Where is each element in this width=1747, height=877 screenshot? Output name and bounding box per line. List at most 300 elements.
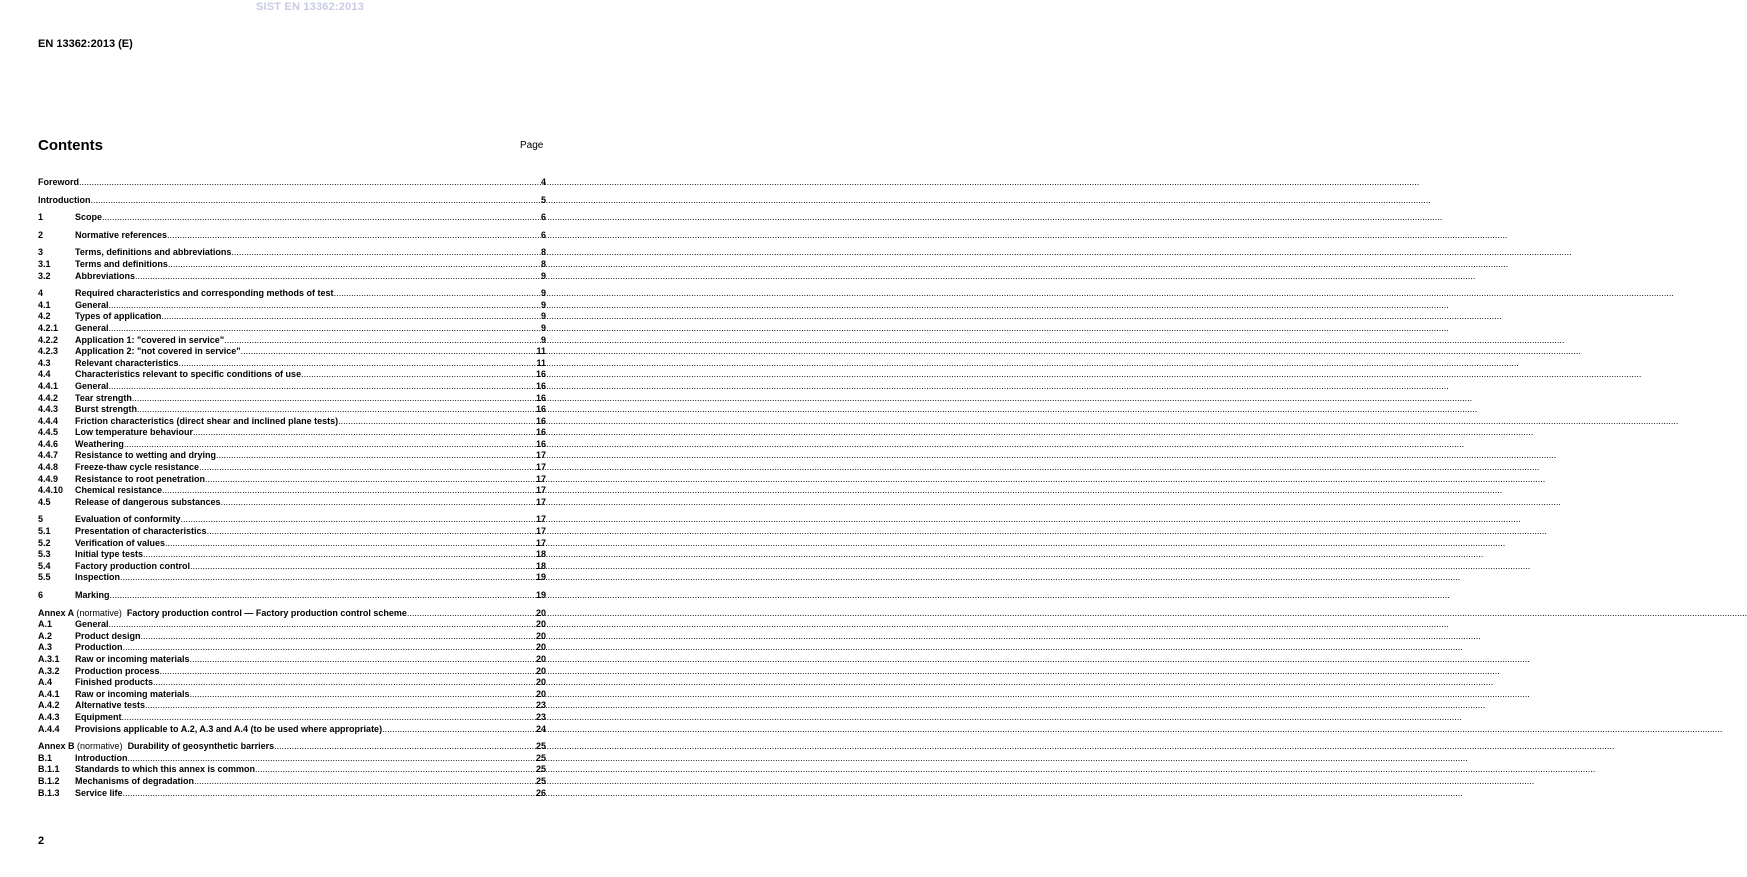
toc-entry[interactable] [38,427,546,439]
toc-entry-title-text: Raw or incoming materials [75,653,190,664]
toc-entry-page: 20 [535,642,546,653]
toc-entry-page: 20 [535,619,546,630]
toc-entry-title-text: Friction characteristics (direct shear and inclined plane tests) [75,415,339,426]
toc-entry-title-text: Low temperature behaviour [75,427,194,438]
toc-entry[interactable] [38,689,546,701]
toc-dot-leader [135,271,539,283]
toc-entry-page: 24 [535,723,546,734]
toc-entry-number: 4.4.10 [38,485,64,496]
toc-entry-title-text: Alternative tests [75,700,146,711]
toc-entry[interactable] [38,212,546,224]
toc-entry-number: 3.2 [38,270,51,281]
toc-entry-number: 5.5 [38,572,51,583]
toc-entry-page: 6 [540,229,546,240]
toc-entry-page: 16 [535,438,546,449]
toc-entry-number: 6 [38,590,44,600]
toc-entry-page: 23 [535,700,546,711]
toc-entry[interactable] [38,712,546,724]
toc-entry-number: 4.2.2 [38,334,59,345]
toc-entry-title-text: Release of dangerous substances [75,496,221,507]
toc-entry-page: 19 [535,590,546,600]
toc-entry-page: 16 [535,380,546,391]
toc-entry-title [75,753,128,765]
toc-entry-page: 9 [540,322,546,333]
toc-dot-leader [102,212,539,224]
toc-entry[interactable] [38,195,546,207]
table-of-contents [38,177,546,799]
toc-entry-page: 17 [535,514,546,525]
page-title: Contents [38,137,103,154]
toc-entry-title [75,288,334,300]
toc-entry-page: 9 [540,288,546,299]
toc-entry[interactable] [38,497,546,509]
toc-dot-leader [141,631,536,643]
toc-entry[interactable] [38,323,546,335]
toc-entry[interactable] [38,346,546,358]
toc-entry-page: 4 [540,177,546,187]
toc-entry-title-text: Equipment [75,711,122,722]
toc-entry-title-text: Chemical resistance [75,485,163,496]
toc-entry-number: 3.1 [38,258,51,269]
toc-entry[interactable] [38,764,546,776]
toc-entry-title-text: Evaluation of conformity [75,514,181,525]
toc-dot-leader [382,724,536,736]
toc-entry[interactable] [38,608,546,620]
toc-entry-title [38,177,79,189]
toc-entry-page: 23 [535,711,546,722]
toc-entry-title-text: Application 2: "not covered in service" [75,346,241,357]
toc-dot-leader [205,474,536,486]
toc-entry-number: 2 [38,229,44,240]
toc-entry[interactable] [38,381,546,393]
toc-entry-title [75,271,135,283]
toc-dot-leader [120,572,536,584]
toc-entry-page: 20 [535,665,546,676]
toc-dot-leader [110,590,536,602]
toc-entry-number: 4.1 [38,299,51,310]
toc-dot-leader [168,259,539,271]
toc-entry-number: 4.2.1 [38,322,59,333]
toc-dot-leader [194,776,536,788]
toc-entry-title-text: General [75,380,109,391]
toc-entry-title [75,416,338,428]
toc-entry-title [38,741,274,753]
toc-entry-number: 4.4.8 [38,462,59,473]
toc-dot-leader [162,485,536,497]
toc-entry-page: 9 [540,334,546,345]
toc-entry-title [75,619,109,631]
toc-dot-leader [165,538,536,550]
toc-dot-leader [109,381,536,393]
toc-entry-title [75,561,190,573]
toc-entry-page: 25 [535,775,546,786]
toc-entry-page: 20 [535,630,546,641]
toc-entry-title-text: Service life [75,787,123,798]
toc-entry-number: 5.2 [38,537,51,548]
toc-entry-number: 4 [38,288,44,299]
toc-dot-leader [143,549,536,561]
toc-entry-title [75,439,124,451]
toc-entry-number: 4.4.3 [38,404,59,415]
toc-dot-leader [153,677,536,689]
toc-entry-title [75,230,167,242]
toc-dot-leader [407,608,536,620]
toc-entry-title [75,427,193,439]
toc-dot-leader [167,230,539,242]
toc-entry-page: 11 [536,357,546,368]
toc-entry-number: A.2 [38,630,53,641]
toc-entry-number: A.3 [38,642,53,653]
toc-dot-leader [338,416,536,428]
toc-entry-title [75,358,179,370]
toc-entry-title [75,590,110,602]
toc-dot-leader [179,358,537,370]
toc-entry-title [75,724,382,736]
toc-dot-leader [91,195,540,207]
toc-entry-page: 8 [540,247,546,258]
toc-entry-title [75,572,120,584]
toc-entry[interactable] [38,288,546,300]
toc-entry[interactable] [38,741,546,753]
toc-entry-number: 4.4 [38,369,51,380]
toc-entry[interactable] [38,247,546,259]
toc-entry-page: 20 [535,688,546,699]
toc-entry[interactable] [38,538,546,550]
toc-entry-title [75,485,162,497]
toc-entry[interactable] [38,439,546,451]
toc-dot-leader [231,247,539,259]
toc-dot-leader [181,514,536,526]
toc-entry[interactable] [38,642,546,654]
toc-entry[interactable] [38,526,546,538]
toc-entry-title [75,526,207,538]
toc-entry-title [75,212,102,224]
document-id: EN 13362:2013 (E) [38,38,133,50]
toc-dot-leader [124,439,536,451]
toc-entry-number: 4.2.3 [38,346,59,357]
toc-entry[interactable] [38,462,546,474]
toc-entry-page: 25 [535,752,546,763]
toc-entry-title [75,346,241,358]
toc-dot-leader [207,526,536,538]
toc-entry-number: B.1.2 [38,775,60,786]
toc-entry-number: 4.4.6 [38,438,59,449]
toc-entry-title [75,514,181,526]
toc-entry-number: 4.4.9 [38,473,59,484]
toc-dot-leader [301,369,536,381]
toc-entry-page: 6 [540,212,546,223]
toc-entry-number: 4.5 [38,496,51,507]
toc-entry-number: 5.4 [38,560,51,571]
toc-entry[interactable] [38,788,546,800]
toc-entry-number: 4.4.1 [38,380,59,391]
toc-dot-leader [109,619,536,631]
toc-entry-title [75,335,224,347]
page-number: 2 [38,835,45,847]
toc-entry-title [75,666,160,678]
toc-dot-leader [109,300,539,312]
toc-entry-number: B.1 [38,752,53,763]
toc-entry-page: 18 [535,549,546,560]
toc-entry[interactable] [38,369,546,381]
toc-entry-page: 18 [535,560,546,571]
toc-entry[interactable] [38,677,546,689]
toc-entry-page: 16 [535,392,546,403]
toc-dot-leader [221,497,536,509]
toc-entry-title [75,642,123,654]
toc-dot-leader [190,561,536,573]
toc-dot-leader [137,404,536,416]
toc-entry[interactable] [38,619,546,631]
toc-entry-page: 17 [535,485,546,496]
toc-entry-annex-qualifier: (normative) [77,741,123,752]
toc-entry-title [75,369,301,381]
toc-entry-page: 17 [535,462,546,473]
toc-entry-title-text: General [75,299,109,310]
toc-dot-leader [132,393,536,405]
toc-entry-page: 9 [540,299,546,310]
toc-entry-title [75,677,153,689]
toc-entry[interactable] [38,177,546,189]
watermark: SIST EN 13362:2013 [255,1,365,13]
toc-entry[interactable] [38,485,546,497]
toc-entry-annex-title: Factory production control — Factory production control scheme [126,607,407,618]
toc-entry-title-text: Verification of values [75,537,166,548]
toc-entry-title [75,700,145,712]
toc-entry-number: 4.4.2 [38,392,59,403]
toc-entry-title [75,450,216,462]
toc-dot-leader [274,741,536,753]
toc-entry-title [75,259,168,271]
toc-entry-page: 25 [535,741,546,752]
toc-entry-title-text: Tear strength [75,392,132,403]
toc-dot-leader [224,335,539,347]
toc-entry[interactable] [38,776,546,788]
toc-entry[interactable] [38,393,546,405]
toc-entry-title-text: Factory production control [75,560,191,571]
toc-entry-title-text: Required characteristics and corresponding methods of test [75,288,334,299]
toc-entry-title-text: Production process [75,665,160,676]
toc-entry-title-text: Abbreviations [75,270,136,281]
toc-dot-leader [190,689,536,701]
toc-entry-title-text: Inspection [75,572,121,583]
toc-dot-leader [122,712,536,724]
toc-entry-title-text: Annex A [38,607,74,618]
toc-entry-title-text: Raw or incoming materials [75,688,190,699]
toc-entry-page: 20 [535,607,546,618]
toc-entry-page: 16 [535,427,546,438]
toc-entry-title-text: Introduction [38,194,91,205]
toc-entry[interactable] [38,631,546,643]
toc-dot-leader [190,654,536,666]
toc-entry[interactable] [38,300,546,312]
toc-dot-leader [334,288,539,300]
toc-entry[interactable] [38,514,546,526]
toc-dot-leader [216,450,536,462]
toc-entry-title-text: Characteristics relevant to specific conditions of use [75,369,302,380]
toc-dot-leader [79,177,539,189]
toc-dot-leader [123,642,536,654]
toc-entry-title-text: Annex B [38,741,75,752]
toc-entry-page: 5 [540,194,546,205]
toc-entry-number: A.4.4 [38,723,60,734]
toc-entry-page: 20 [535,677,546,688]
toc-entry-number: 4.3 [38,357,51,368]
toc-entry-title-text: Application 1: "covered in service" [75,334,225,345]
toc-entry-title-text: Scope [75,212,103,223]
toc-entry-page: 16 [535,369,546,380]
toc-dot-leader [241,346,537,358]
toc-entry-title-text: Resistance to wetting and drying [75,450,217,461]
toc-dot-leader [255,764,536,776]
toc-entry[interactable] [38,572,546,584]
toc-entry-page: 17 [535,473,546,484]
toc-entry-annex-title: Durability of geosynthetic barriers [127,741,275,752]
toc-entry[interactable] [38,474,546,486]
toc-dot-leader [128,753,536,765]
toc-entry-page: 25 [535,764,546,775]
toc-entry-number: A.4.1 [38,688,60,699]
toc-entry[interactable] [38,311,546,323]
toc-entry-page: 9 [540,311,546,322]
toc-entry-number: 5 [38,514,44,525]
toc-entry-title [75,497,221,509]
toc-entry-title [75,462,199,474]
toc-entry-page: 19 [535,572,546,583]
toc-entry-page: 20 [535,653,546,664]
toc-entry-number: A.4.3 [38,711,60,722]
toc-entry-title-text: Introduction [75,752,128,763]
toc-entry-title [38,608,407,620]
toc-entry-title [75,474,205,486]
toc-entry-number: 4.4.5 [38,427,59,438]
toc-entry-title-text: Weathering [75,438,124,449]
toc-entry-number: 4.2 [38,311,51,322]
toc-dot-leader [199,462,536,474]
toc-dot-leader [161,311,539,323]
toc-entry-page: 9 [540,270,546,281]
toc-entry[interactable] [38,335,546,347]
toc-entry-title [75,654,190,666]
toc-entry-title-text: Mechanisms of degradation [75,775,195,786]
toc-dot-leader [160,666,536,678]
toc-entry-number: 5.1 [38,526,51,537]
toc-entry-page: 26 [535,787,546,798]
toc-entry-page: 16 [535,415,546,426]
toc-entry-title-text: Foreword [38,177,80,187]
toc-entry[interactable] [38,230,546,242]
toc-dot-leader [145,700,536,712]
toc-entry-title-text: Freeze-thaw cycle resistance [75,462,200,473]
toc-entry[interactable] [38,753,546,765]
toc-entry-page: 17 [535,537,546,548]
toc-entry[interactable] [38,654,546,666]
toc-entry-title [75,300,109,312]
toc-entry-title-text: Relevant characteristics [75,357,179,368]
toc-entry[interactable] [38,271,546,283]
toc-dot-leader [123,788,536,800]
toc-entry-page: 17 [535,496,546,507]
toc-entry-annex-qualifier: (normative) [76,607,122,618]
toc-entry-title [75,247,231,259]
toc-entry[interactable] [38,666,546,678]
toc-entry-number: A.4.2 [38,700,60,711]
toc-entry-title [75,764,255,776]
toc-entry-title-text: Standards to which this annex is common [75,764,256,775]
toc-entry-title [75,381,109,393]
toc-entry[interactable] [38,404,546,416]
toc-entry[interactable] [38,416,546,428]
toc-entry-title-text: Terms, definitions and abbreviations [75,247,232,258]
toc-entry[interactable] [38,700,546,712]
toc-entry-title-text: Normative references [75,229,168,240]
toc-entry-page: 16 [535,404,546,415]
toc-entry-page: 17 [535,526,546,537]
toc-entry-page: 8 [540,258,546,269]
toc-entry-title-text: Initial type tests [75,549,144,560]
toc-entry-title-text: Marking [75,590,110,600]
toc-entry-number: B.1.1 [38,764,60,775]
toc-entry[interactable] [38,724,546,736]
toc-entry-number: A.4 [38,677,53,688]
toc-entry-number: 4.4.4 [38,415,59,426]
toc-dot-leader [193,427,536,439]
toc-entry-title [75,404,137,416]
toc-entry-title-text: General [75,322,109,333]
toc-entry-title-text: Production [75,642,123,653]
page-column-label: Page [520,140,544,151]
toc-entry-title-text: Terms and definitions [75,258,168,269]
toc-entry[interactable] [38,259,546,271]
toc-entry-number: 3 [38,247,44,258]
toc-entry-title-text: Resistance to root penetration [75,473,206,484]
toc-entry-page: 11 [536,346,546,357]
toc-entry[interactable] [38,450,546,462]
toc-entry-title-text: Product design [75,630,141,641]
toc-entry-title [75,689,190,701]
toc-entry-number: B.1.3 [38,787,60,798]
toc-entry-title-text: Burst strength [75,404,138,415]
toc-dot-leader [109,323,539,335]
toc-entry-title [75,393,132,405]
toc-entry-title-text: Finished products [75,677,154,688]
toc-entry-title [38,195,91,207]
toc-entry-title [75,788,123,800]
toc-entry-title-text: Presentation of characteristics [75,526,207,537]
toc-entry-page: 17 [535,450,546,461]
toc-entry[interactable] [38,590,546,602]
toc-entry-title [75,776,194,788]
toc-entry[interactable] [38,358,546,370]
toc-entry-title [75,712,122,724]
toc-entry-title-text: General [75,619,109,630]
toc-entry-number: A.3.2 [38,665,60,676]
toc-entry-number: 1 [38,212,44,223]
toc-entry-title-text: Provisions applicable to A.2, A.3 and A.4 (to be used where appropriate) [75,723,383,734]
toc-entry-number: A.1 [38,619,53,630]
toc-entry-title [75,549,143,561]
toc-entry-number: A.3.1 [38,653,60,664]
toc-entry-number: 4.4.7 [38,450,59,461]
toc-entry-title-text: Types of application [75,311,162,322]
toc-entry-title [75,311,161,323]
toc-entry-title [75,538,165,550]
toc-entry-title [75,323,109,335]
toc-entry-number: 5.3 [38,549,51,560]
toc-entry-title [75,631,141,643]
toc-entry[interactable] [38,561,546,573]
toc-entry[interactable] [38,549,546,561]
